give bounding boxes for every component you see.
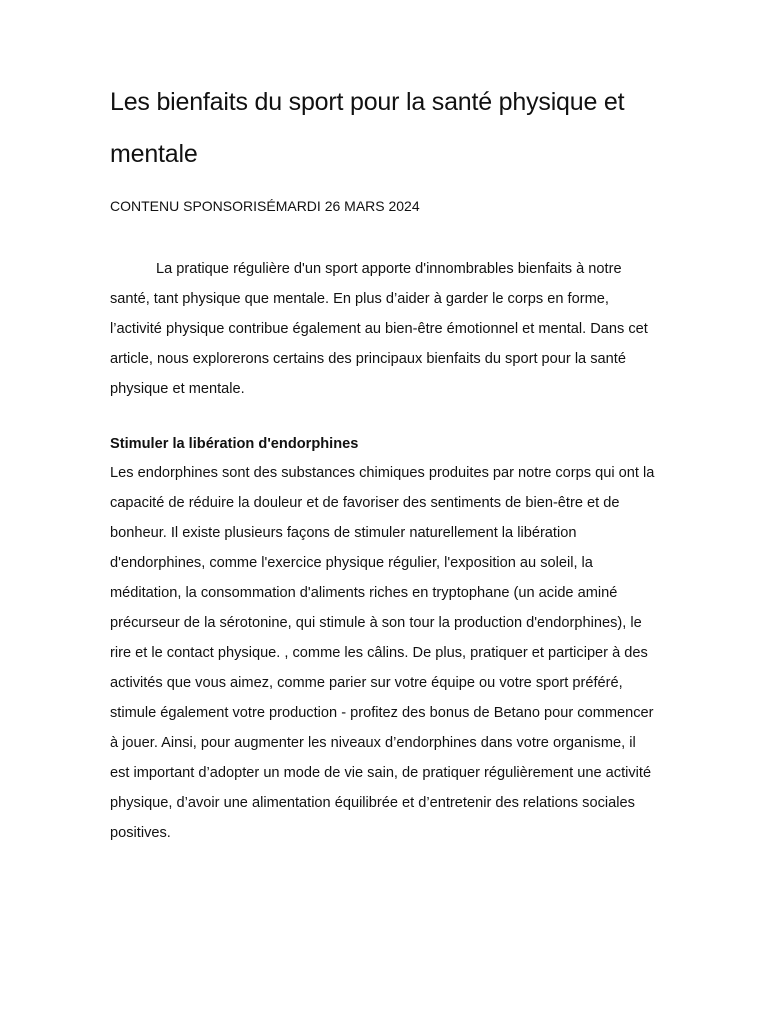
article-title: Les bienfaits du sport pour la santé physique et mentale: [110, 88, 625, 168]
article-meta: CONTENU SPONSORISÉMARDI 26 MARS 2024: [110, 198, 420, 214]
article-section: [110, 434, 658, 848]
section-body: Les endorphines sont des substances chimiques produites par notre corps qui ont la capacité de réduire la douleur et de favoriser des sentiments de bien-être et de bonheur. Il existe plusieurs façons de stimuler naturellement la libération d'endorphines, comme l'exercice physique régulier, l'exposition au soleil, la méditation, la consommation d'aliments riches en tryptophane (un acide aminé précurseur de la sérotonine, qui stimule à son tour la production d'endorphines), le rire et le contact physique. , comme les câlins. De plus, pratiquer et participer à des activités que vous aimez, comme parier sur votre équipe ou votre sport préféré, stimule également votre production - profitez des bonus de Betano pour commencer à jouer. Ainsi, pour augmenter les niveaux d’endorphines dans votre organisme, il est important d’adopter un mode de vie sain, de pratiquer régulièrement une activité physique, d’avoir une alimentation équilibrée et d’entretenir des relations sociales positives.: [110, 465, 655, 841]
article: [110, 76, 658, 848]
article-intro: La pratique régulière d'un sport apporte d'innombrables bienfaits à notre santé, tant physique que mentale. En plus d’aider à garder le corps en forme, l’activité physique contribue également au bien-être émotionnel et mental. Dans cet article, nous explorerons certains des principaux bienfaits du sport pour la santé physique et mentale.: [110, 261, 648, 397]
section-heading: Stimuler la libération d'endorphines: [110, 436, 359, 452]
